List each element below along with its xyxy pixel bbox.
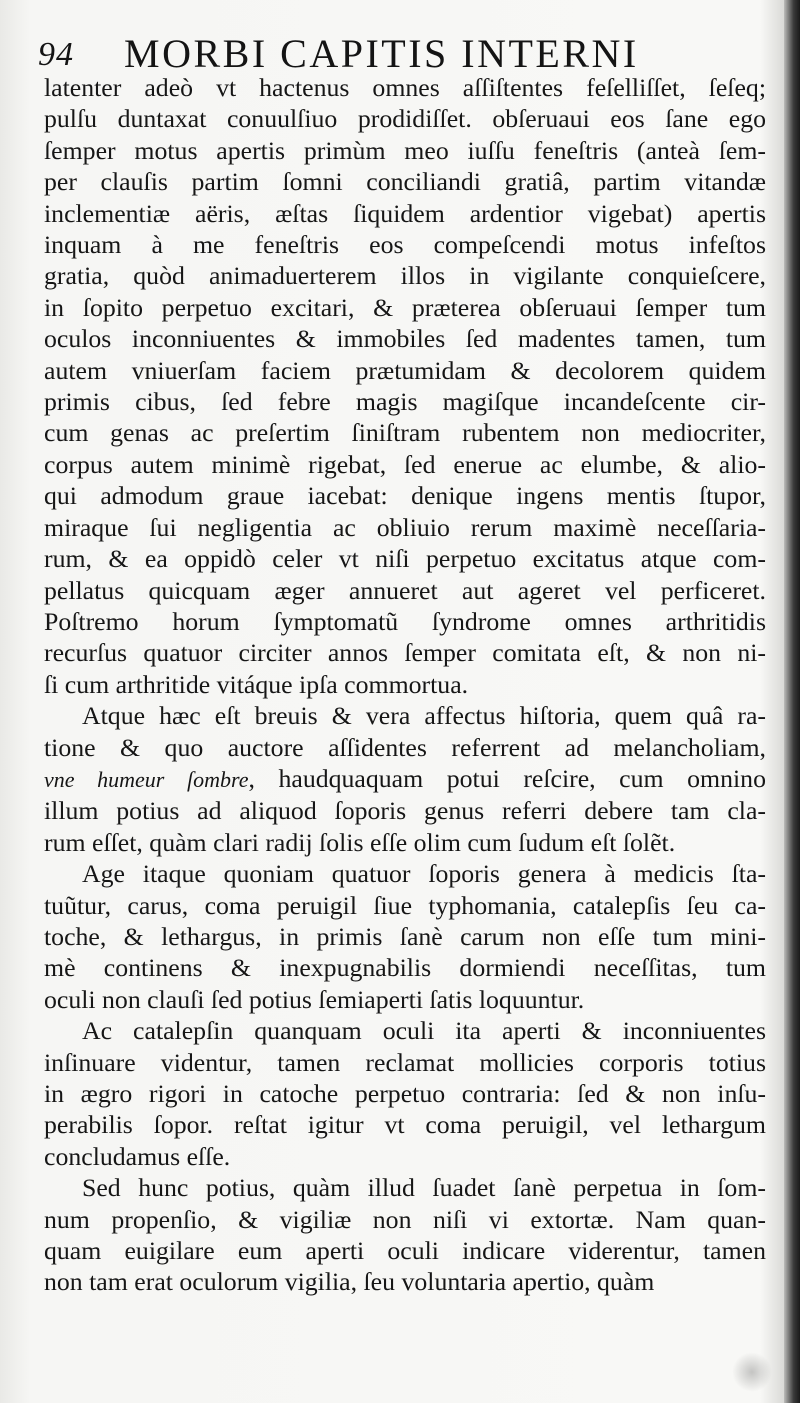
text-line: perabilis ſopor. reſtat igitur vt coma peruigil, vel lethargum (44, 1110, 766, 1140)
text-line: per clauſis partim ſomni conciliandi gratiâ, partim vitandæ (44, 167, 766, 197)
paragraph (44, 72, 766, 700)
text-line: quam euigilare eum aperti oculi indicare viderentur, tamen (44, 1236, 766, 1266)
text-line: Atque hæc eſt breuis & vera affectus hiſtoria, quem quâ ra- (82, 701, 766, 731)
text-line: inquam à me feneſtris eos compeſcendi motus infeſtos (44, 230, 766, 260)
text-line: inſinuare videntur, tamen reclamat mollicies corporis totius (44, 1047, 766, 1077)
text-line: concludamus eſſe. (44, 1141, 231, 1171)
page-edge-shadow (784, 0, 800, 1403)
text-line: pellatus quicquam æger annueret aut ageret vel perficeret. (44, 575, 766, 605)
paragraph (44, 700, 766, 858)
running-head: MORBI CAPITIS INTERNI (124, 31, 639, 76)
text-line: autem vniuerſam faciem prætumidam & decolorem quidem (44, 355, 766, 385)
text-line: in ſopito perpetuo excitari, & præterea obſeruaui ſemper tum (44, 292, 766, 322)
text-line: oculi non clauſi ſed potius ſemiaperti ſatis loquuntur. (44, 984, 585, 1014)
text-line: recurſus quatuor circiter annos ſemper comitata eſt, & non ni- (44, 638, 766, 668)
paragraph (44, 1015, 766, 1172)
text-line: inclementiæ aëris, æſtas ſiquidem ardentior vigebat) apertis (44, 198, 766, 228)
text-line: non tam erat oculorum vigilia, ſeu voluntaria apertio, quàm (44, 1267, 655, 1297)
text-line: pulſu duntaxat conuulſiuo prodidiſſet. obſeruaui eos ſane ego (44, 104, 766, 134)
text-line: tuũtur, carus, coma peruigil ſiue typhomania, catalepſis ſeu ca- (44, 890, 766, 920)
text-line: illum potius ad aliquod ſoporis genus referri debere tam cla- (44, 796, 766, 826)
italic-phrase: vne humeur ſombre (44, 766, 249, 792)
text-line: Sed hunc potius, quàm illud ſuadet ſanè perpetua in ſom- (82, 1173, 766, 1203)
text-line: toche, & lethargus, in primis ſanè carum non eſſe tum mini- (44, 921, 766, 951)
ink-smudge (732, 1352, 772, 1392)
text-line: rum eſſet, quàm clari radij ſolis eſſe olim cum ſudum eſt ſolẽt. (44, 827, 676, 857)
text-line: in ægro rigori in catoche perpetuo contraria: ſed & non inſu- (44, 1079, 766, 1108)
text-line: num propenſio, & vigiliæ non niſi vi extortæ. Nam quan- (44, 1204, 766, 1234)
paragraph (44, 1172, 766, 1298)
text-line: Ac catalepſin quanquam oculi ita aperti & inconniuentes (82, 1016, 766, 1046)
text-line: vne humeur ſombre, haudquaquam potui reſcire, cum omnino (44, 763, 766, 793)
text-line: mè continens & inexpugnabilis dormiendi neceſſitas, tum (44, 953, 766, 983)
paragraph (44, 858, 766, 1015)
text-line: miraque ſui negligentia ac obliuio rerum maximè neceſſaria- (44, 512, 766, 542)
page-number: 94 (38, 36, 74, 73)
text-line: Poſtremo horum ſymptomatũ ſyndrome omnes arthritidis (44, 606, 766, 636)
text-line: primis cibus, ſed febre magis magiſque incandeſcente cir- (44, 387, 766, 417)
text-line: Age itaque quoniam quatuor ſoporis genera à medicis ſta- (82, 859, 766, 889)
text-line: corpus autem minimè rigebat, ſed enerue ac elumbe, & alio- (44, 449, 766, 479)
body-text (44, 72, 766, 1298)
text-line: rum, & ea oppidò celer vt niſi perpetuo excitatus atque com- (44, 544, 766, 574)
text-line: oculos inconniuentes & immobiles ſed madentes tamen, tum (44, 324, 766, 354)
text-line: gratia, quòd animaduerterem illos in vigilante conquieſcere, (44, 261, 766, 291)
text-line: cum genas ac preſertim ſiniſtram rubentem non mediocriter, (44, 418, 766, 448)
text-line: ſemper motus apertis primùm meo iuſſu feneſtris (anteà ſem- (44, 135, 766, 165)
text-line: latenter adeò vt hactenus omnes aſſiſtentes feſelliſſet, ſeſeq; (44, 73, 766, 102)
text-line: ſi cum arthritide vitáque ipſa commortua. (44, 669, 469, 699)
text-line: qui admodum graue iacebat: denique ingens mentis ſtupor, (44, 481, 766, 511)
text-line: tione & quo auctore aſſidentes referrent ad melancholiam, (44, 732, 766, 762)
